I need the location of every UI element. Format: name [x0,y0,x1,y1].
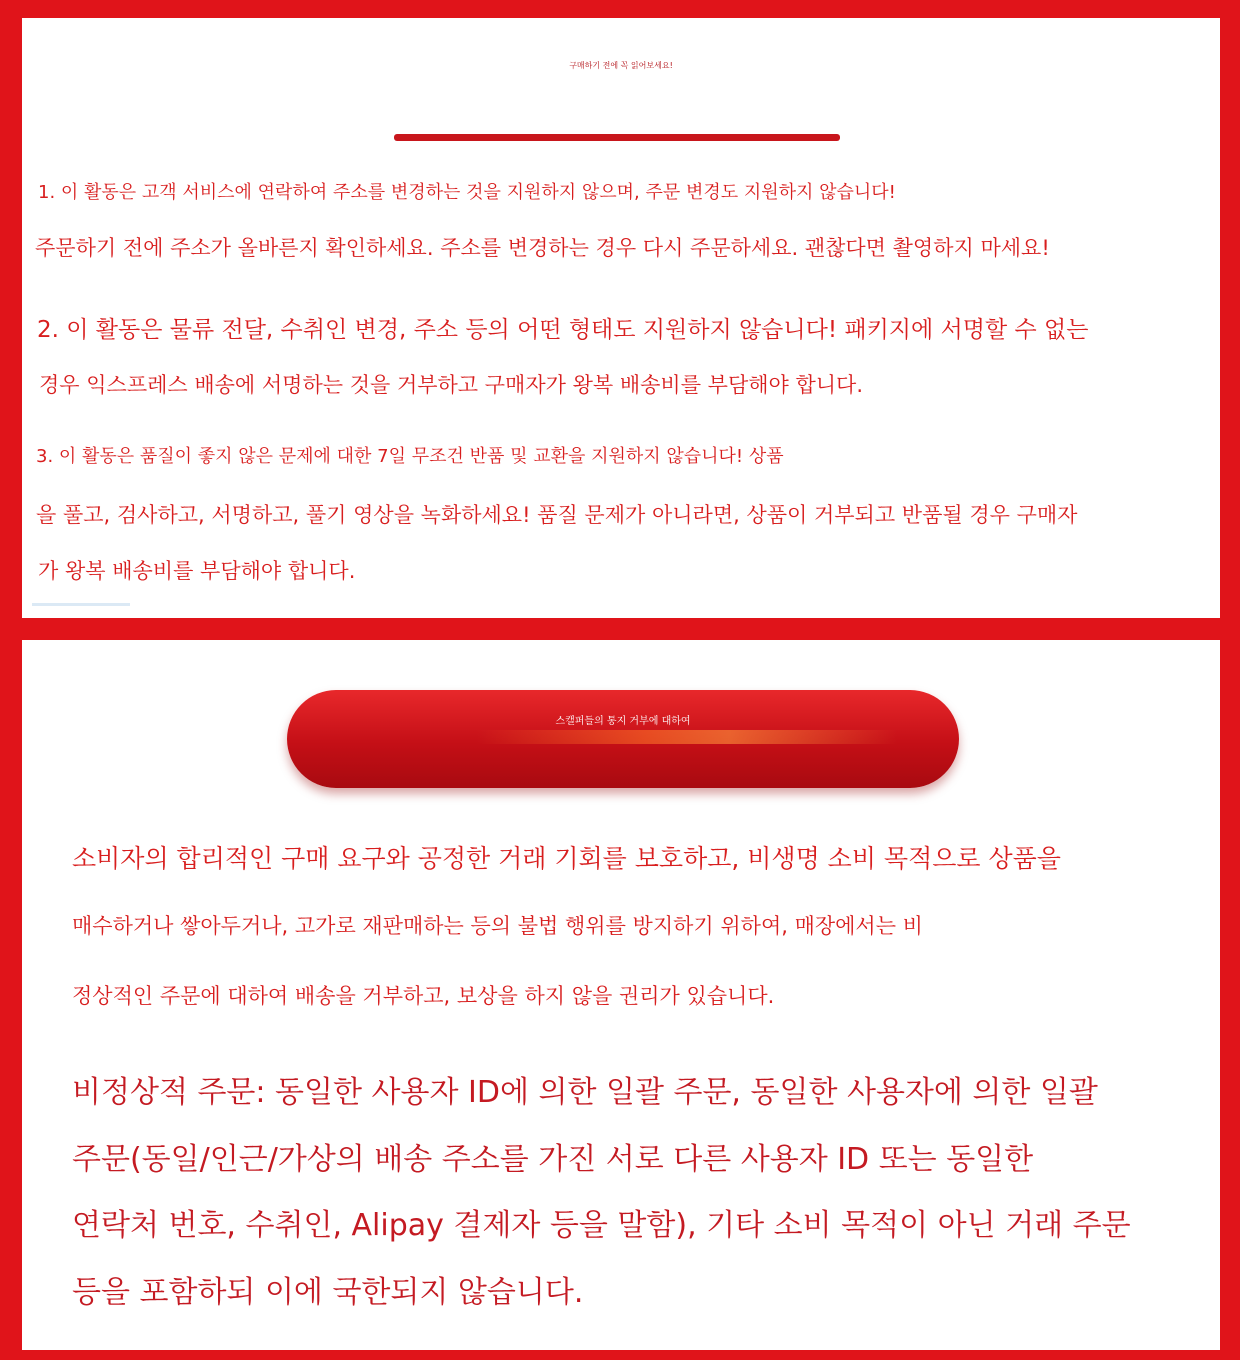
notice-line-6: 을 풀고, 검사하고, 서명하고, 풀기 영상을 녹화하세요! 품질 문제가 아니라면, 상품이 거부되고 반품될 경우 구매자 [36,503,1078,527]
policy-line-6: 연락처 번호, 수취인, Alipay 결제자 등을 말함), 기타 소비 목적이 아닌 거래 주문 [72,1208,1131,1243]
divider-stub [32,603,130,606]
policy-line-3: 정상적인 주문에 대하여 배송을 거부하고, 보상을 하지 않을 권리가 있습니다. [72,984,775,1008]
notice-title: 구매하기 전에 꼭 읽어보세요! [569,61,673,70]
purchase-notice-panel [22,18,1220,618]
policy-line-5: 주문(동일/인근/가상의 배송 주소를 가진 서로 다른 사용자 ID 또는 동일한 [72,1142,1034,1177]
notice-line-5: 3. 이 활동은 품질이 좋지 않은 문제에 대한 7일 무조건 반품 및 교환을 지원하지 않습니다! 상품 [36,446,784,467]
notice-line-3: 2. 이 활동은 물류 전달, 수취인 변경, 주소 등의 어떤 형태도 지원하지 않습니다! 패키지에 서명할 수 없는 [37,317,1089,343]
policy-line-7: 등을 포함하되 이에 국한되지 않습니다. [72,1275,584,1310]
policy-line-2: 매수하거나 쌓아두거나, 고가로 재판매하는 등의 불법 행위를 방지하기 위하여, 매장에서는 비 [72,914,923,938]
policy-line-4: 비정상적 주문: 동일한 사용자 ID에 의한 일괄 주문, 동일한 사용자에 의한 일괄 [72,1075,1098,1110]
notice-line-1: 1. 이 활동은 고객 서비스에 연락하여 주소를 변경하는 것을 지원하지 않으며, 주문 변경도 지원하지 않습니다! [38,182,896,203]
policy-line-1: 소비자의 합리적인 구매 요구와 공정한 거래 기회를 보호하고, 비생명 소비 목적으로 상품을 [72,844,1061,873]
notice-line-7: 가 왕복 배송비를 부담해야 합니다. [38,559,356,583]
policy-banner [287,690,959,788]
policy-banner-title: 스캘퍼들의 통지 거부에 대하여 [555,716,691,727]
notice-line-2: 주문하기 전에 주소가 올바른지 확인하세요. 주소를 변경하는 경우 다시 주문하세요. 괜찮다면 촬영하지 마세요! [35,236,1050,260]
scalper-policy-panel [22,640,1220,1350]
banner-glow [477,730,897,744]
notice-line-4: 경우 익스프레스 배송에 서명하는 것을 거부하고 구매자가 왕복 배송비를 부담해야 합니다. [39,373,864,397]
title-underline [394,134,840,141]
